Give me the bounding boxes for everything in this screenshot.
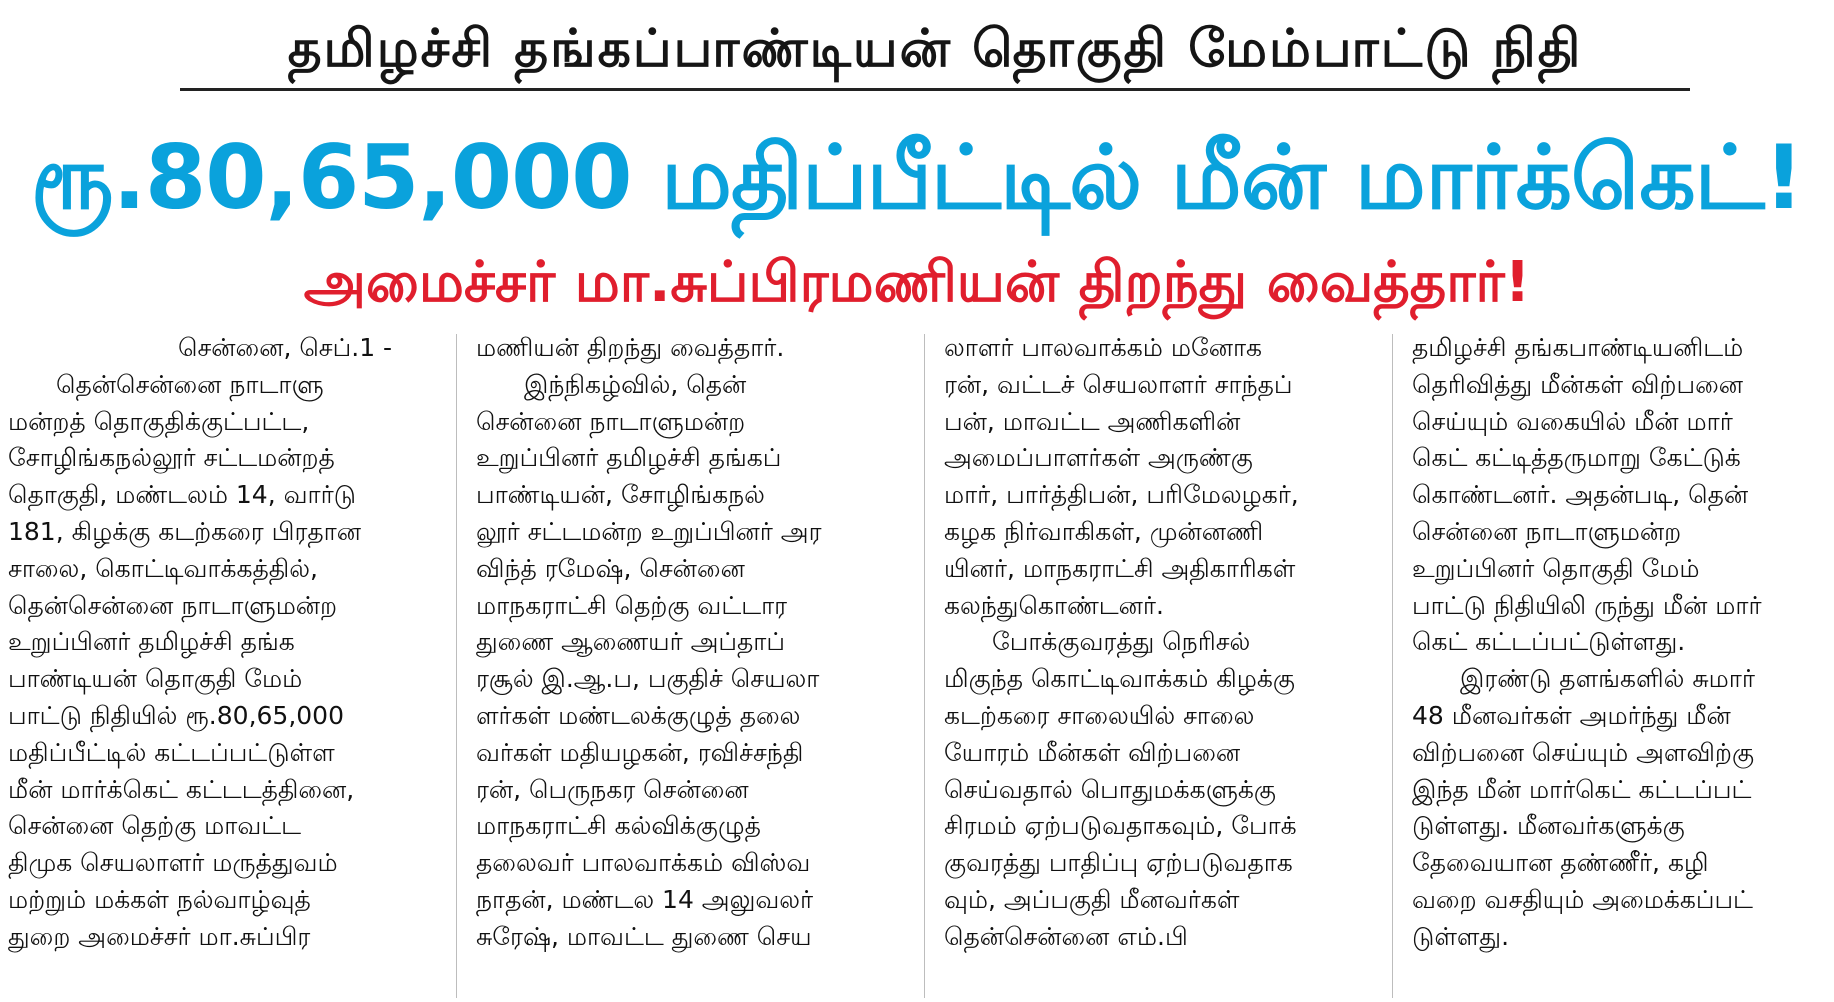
text-line: தொகுதி, மண்டலம் 14, வார்டு bbox=[8, 480, 356, 510]
text-column-2 bbox=[476, 330, 906, 1002]
text-column-3 bbox=[944, 330, 1374, 1002]
text-line: குவரத்து பாதிப்பு ஏற்படுவதாக bbox=[944, 848, 1293, 878]
text-line: கெட் கட்டப்பட்டுள்ளது. bbox=[1412, 627, 1686, 657]
text-line: உறுப்பினர் தமிழச்சி தங்க bbox=[8, 627, 295, 657]
text-line: சென்னை நாடாளுமன்ற bbox=[476, 406, 746, 436]
text-line: உறுப்பினர் தமிழச்சி தங்கப் bbox=[476, 443, 782, 473]
text-line: டுள்ளது. மீனவர்களுக்கு bbox=[1412, 811, 1685, 841]
subheadline: அமைச்சர் மா.சுப்பிரமணியன் திறந்து வைத்தார்! bbox=[303, 250, 1531, 315]
text-line: சோழிங்கநல்லூர் சட்டமன்றத் bbox=[8, 443, 335, 473]
kicker-title: தமிழச்சி தங்கப்பாண்டியன் தொகுதி மேம்பாட்டு நிதி bbox=[287, 19, 1583, 79]
text-line: உறுப்பினர் தொகுதி மேம் bbox=[1412, 553, 1700, 583]
text-line: மிகுந்த கொட்டிவாக்கம் கிழக்கு bbox=[944, 664, 1295, 694]
text-line: கடற்கரை சாலையில் சாலை bbox=[944, 700, 1255, 730]
text-line: மற்றும் மக்கள் நல்வாழ்வுத் bbox=[8, 884, 311, 914]
text-line: கொண்டனர். அதன்படி, தென் bbox=[1412, 480, 1749, 510]
text-line: தலைவர் பாலவாக்கம் விஸ்வ bbox=[476, 848, 811, 878]
text-line: 48 மீனவர்கள் அமர்ந்து மீன் bbox=[1412, 700, 1731, 730]
column-divider bbox=[924, 334, 925, 998]
text-line: பாட்டு நிதியிலி ருந்து மீன் மார் bbox=[1412, 590, 1762, 620]
text-line: தேவையான தண்ணீர், கழி bbox=[1412, 848, 1709, 878]
text-line: டுள்ளது. bbox=[1412, 921, 1510, 951]
text-line: இந்நிகழ்வில், தென் bbox=[524, 369, 747, 399]
text-line: வும், அப்பகுதி மீனவர்கள் bbox=[944, 884, 1240, 914]
text-line: தென்சென்னை நாடாளு bbox=[56, 369, 324, 399]
text-line: வறை வசதியும் அமைக்கப்பட் bbox=[1412, 884, 1753, 914]
text-line: செய்யும் வகையில் மீன் மார் bbox=[1412, 406, 1733, 436]
text-line: சென்னை நாடாளுமன்ற bbox=[1412, 516, 1682, 546]
text-line: மன்றத் தொகுதிக்குட்பட்ட, bbox=[8, 406, 310, 436]
text-line: ரசூல் இ.ஆ.ப, பகுதிச் செயலா bbox=[476, 664, 820, 694]
headline: ரூ.80,65,000 மதிப்பீட்டில் மீன் மார்க்கெட்! bbox=[31, 126, 1803, 229]
text-line: மார், பார்த்திபன், பரிமேலழகர், bbox=[944, 480, 1299, 510]
text-line: வர்கள் மதியழகன், ரவிச்சந்தி bbox=[476, 737, 804, 767]
text-line: கெட் கட்டித்தருமாறு கேட்டுக் bbox=[1412, 443, 1741, 473]
text-line: செய்வதால் பொதுமக்களுக்கு bbox=[944, 774, 1276, 804]
column-divider bbox=[456, 334, 457, 998]
text-line: லாளர் பாலவாக்கம் மனோக bbox=[944, 333, 1262, 362]
text-line: யோரம் மீன்கள் விற்பனை bbox=[944, 737, 1241, 767]
text-column-1 bbox=[8, 330, 438, 1002]
text-line: கழக நிர்வாகிகள், முன்னணி bbox=[944, 516, 1264, 546]
text-line: மணியன் திறந்து வைத்தார். bbox=[476, 333, 785, 362]
text-line: மாநகராட்சி தெற்கு வட்டார bbox=[476, 590, 788, 620]
text-line: கலந்துகொண்டனர். bbox=[944, 590, 1164, 620]
text-line: தென்சென்னை எம்.பி bbox=[944, 921, 1188, 951]
text-line: தென்சென்னை நாடாளுமன்ற bbox=[8, 590, 338, 620]
text-line: இரண்டு தளங்களில் சுமார் bbox=[1460, 664, 1755, 694]
text-line: மதிப்பீட்டில் கட்டப்பட்டுள்ள bbox=[8, 737, 335, 767]
text-line: 181, கிழக்கு கடற்கரை பிரதான bbox=[8, 516, 361, 546]
text-line: பன், மாவட்ட அணிகளின் bbox=[944, 406, 1241, 436]
column-divider bbox=[1392, 334, 1393, 998]
text-line: யினர், மாநகராட்சி அதிகாரிகள் bbox=[944, 553, 1296, 583]
text-line: நாதன், மண்டல 14 அலுவலர் bbox=[476, 884, 814, 914]
text-line: விற்பனை செய்யும் அளவிற்கு bbox=[1412, 737, 1755, 767]
text-line: ரன், வட்டச் செயலாளர் சாந்தப் bbox=[944, 369, 1293, 399]
article-body bbox=[0, 330, 1834, 1002]
text-line: சுரேஷ், மாவட்ட துணை செய bbox=[476, 921, 812, 951]
text-line: மீன் மார்க்கெட் கட்டடத்தினை, bbox=[8, 774, 355, 804]
text-line: பாண்டியன் தொகுதி மேம் bbox=[8, 664, 303, 694]
text-line: பாண்டியன், சோழிங்கநல் bbox=[476, 480, 765, 510]
dateline: சென்னை, செப்.1 - bbox=[178, 333, 393, 362]
text-line: சாலை, கொட்டிவாக்கத்தில், bbox=[8, 553, 318, 583]
text-line: ளர்கள் மண்டலக்குழுத் தலை bbox=[476, 700, 801, 730]
text-line: ரன், பெருநகர சென்னை bbox=[476, 774, 749, 804]
text-column-4 bbox=[1412, 330, 1834, 1002]
text-line: தெரிவித்து மீன்கள் விற்பனை bbox=[1412, 369, 1743, 399]
text-line: லூர் சட்டமன்ற உறுப்பினர் அர bbox=[476, 516, 822, 546]
text-line: சென்னை தெற்கு மாவட்ட bbox=[8, 811, 302, 841]
kicker-underline bbox=[180, 88, 1690, 91]
text-line: அமைப்பாளர்கள் அருண்கு bbox=[944, 443, 1253, 473]
text-line: மாநகராட்சி கல்விக்குழுத் bbox=[476, 811, 761, 841]
text-line: துறை அமைச்சர் மா.சுப்பிர bbox=[8, 921, 311, 951]
text-line: பாட்டு நிதியில் ரூ.80,65,000 bbox=[8, 700, 344, 730]
text-line: தமிழச்சி தங்கபாண்டியனிடம் bbox=[1412, 333, 1744, 362]
text-line: திமுக செயலாளர் மருத்துவம் bbox=[8, 848, 338, 878]
text-line: சிரமம் ஏற்படுவதாகவும், போக் bbox=[944, 811, 1297, 841]
text-line: போக்குவரத்து நெரிசல் bbox=[992, 627, 1251, 657]
text-line: விந்த் ரமேஷ், சென்னை bbox=[476, 553, 745, 583]
text-line: இந்த மீன் மார்கெட் கட்டப்பட் bbox=[1412, 774, 1752, 804]
text-line: துணை ஆணையர் அப்தாப் bbox=[476, 627, 785, 657]
